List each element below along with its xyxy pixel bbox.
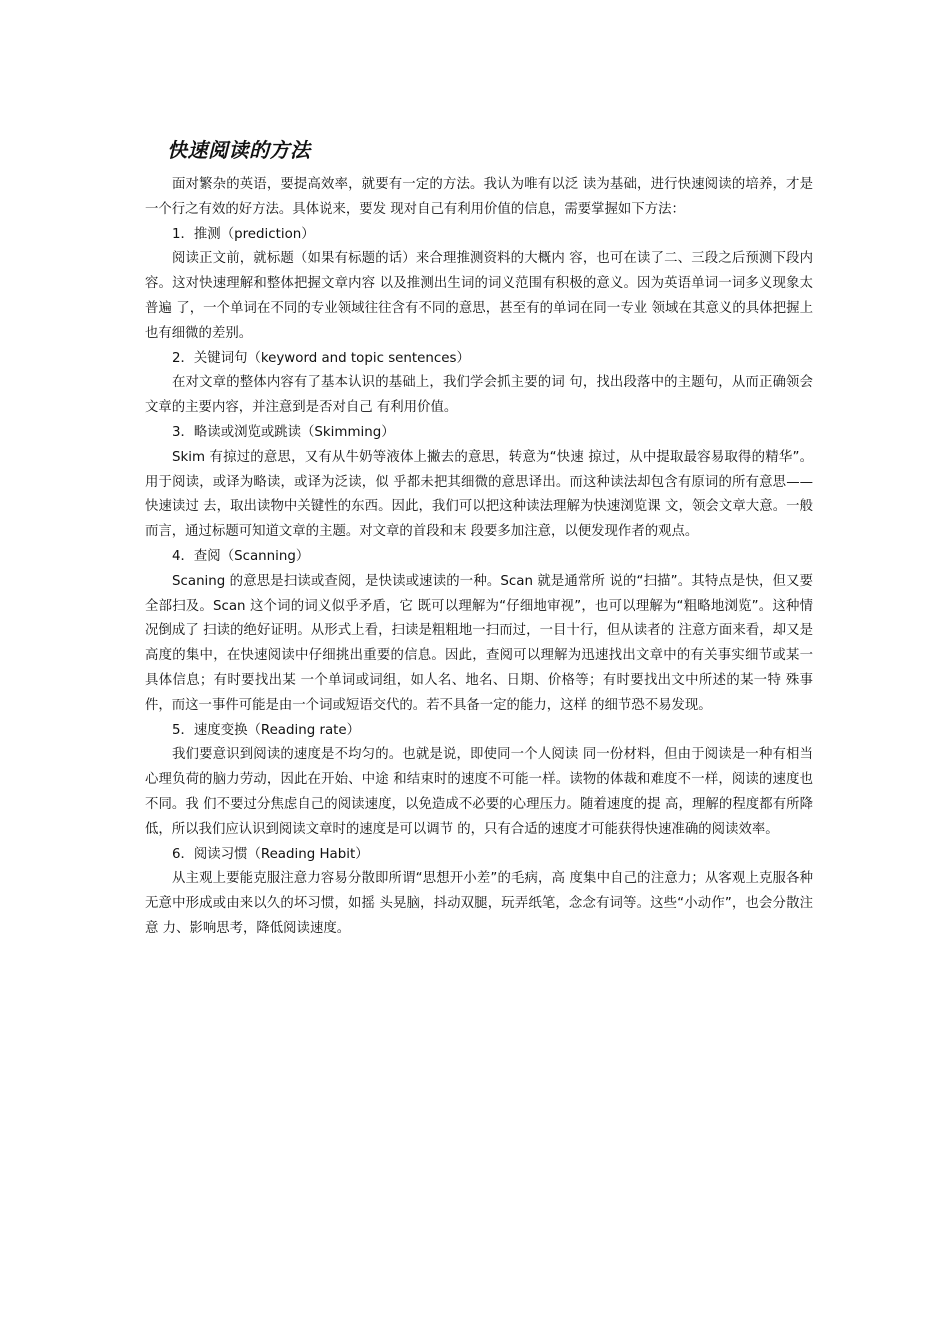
section-heading-reading-rate: 5．速度变换（Reading rate） bbox=[172, 722, 361, 738]
section-body-keywords: 在对文章的整体内容有了基本认识的基础上，我们学会抓主要的词 句，找出段落中的主题句，从而正确领会文章的主要内容，并注意到是否对自己 有利用价值。 bbox=[145, 375, 813, 416]
section-heading-prediction: 1．推测（prediction） bbox=[172, 226, 315, 242]
section-body-skimming: Skim 有掠过的意思，又有从牛奶等液体上撇去的意思，转意为“快速 掠过，从中提取最容易取得的精华”。用于阅读，或译为略读，或译为泛读，似 乎都未把其细微的意思译出。而这种读法却包含有原词的所有意思——快速读过 去，取出读物中关键性的东西。因此，我们可以把这种读法理解为快速浏览课 文，领会文章大意。一般而言，通过标题可知道文章的主题。对文章的首段和末 段要多加注意，以便发现作者的观点。 bbox=[145, 449, 813, 540]
section-body-prediction: 阅读正文前，就标题（如果有标题的话）来合理推测资料的大概内 容，也可在读了二、三段之后预测下段内容。这对快速理解和整体把握文章内容 以及推测出生词的词义范围有积极的意义。因为英语单词一词多义现象太普遍 了，一个单词在不同的专业领域往往含有不同的意思，甚至有的单词在同一专业 领域在其意义的具体把握上也有细微的差别。 bbox=[145, 251, 813, 341]
section-body-scanning: Scaning 的意思是扫读或查阅，是快读或速读的一种。Scan 就是通常所 说的“扫描”。其特点是快，但又要全部扫及。Scan 这个词的词义似乎矛盾，它 既可以理解为“仔细地审视”，也可以理解为“粗略地浏览”。这种情况倒成了 扫读的绝好证明。从形式上看，扫读是粗粗地一扫而过，一目十行，但从读者的 注意方面来看，却又是高度的集中，在快速阅读中仔细挑出重要的信息。因此，查阅可以理解为迅速找出文章中的有关事实细节或某一具体信息；有时要找出某 一个单词或词组，如人名、地名、日期、价格等；有时要找出文中所述的某一特 殊事件，而这一事件可能是由一个词或短语交代的。若不具备一定的能力，这样 的细节恐不易发现。 bbox=[145, 573, 813, 713]
section-body-reading-habit: 从主观上要能克服注意力容易分散即所谓“思想开小差”的毛病，高 度集中自己的注意力；从客观上克服各种无意中形成或由来以久的坏习惯，如摇 头晃脑，抖动双腿，玩弄纸笔，念念有词等。这些“小动作”，也会分散注意 力、影响思考，降低阅读速度。 bbox=[145, 871, 813, 936]
intro-paragraph: 面对繁杂的英语，要提高效率，就要有一定的方法。我认为唯有以泛 读为基础，进行快速阅读的培养，才是一个行之有效的好方法。具体说来，要发 现对自己有利用价值的信息，需要掌握如下方法： bbox=[145, 177, 813, 217]
document-page bbox=[145, 132, 813, 942]
document-title: 快速阅读的方法 bbox=[167, 138, 311, 162]
section-heading-reading-habit: 6．阅读习惯（Reading Habit） bbox=[172, 846, 369, 862]
section-heading-keywords: 2．关键词句（keyword and topic sentences） bbox=[172, 350, 470, 366]
document-body bbox=[145, 173, 813, 942]
section-heading-scanning: 4．查阅（Scanning） bbox=[172, 548, 310, 564]
section-body-reading-rate: 我们要意识到阅读的速度是不均匀的。也就是说，即使同一个人阅读 同一份材料，但由于阅读是一种有相当心理负荷的脑力劳动，因此在开始、中途 和结束时的速度不可能一样。读物的体裁和难度不一样，阅读的速度也不同。我 们不要过分焦虑自己的阅读速度，以免造成不必要的心理压力。随着速度的提 高，理解的程度都有所降低，所以我们应认识到阅读文章时的速度是可以调节 的，只有合适的速度才可能获得快速准确的阅读效率。 bbox=[145, 747, 813, 837]
section-heading-skimming: 3．略读或浏览或跳读（Skimming） bbox=[172, 424, 395, 440]
